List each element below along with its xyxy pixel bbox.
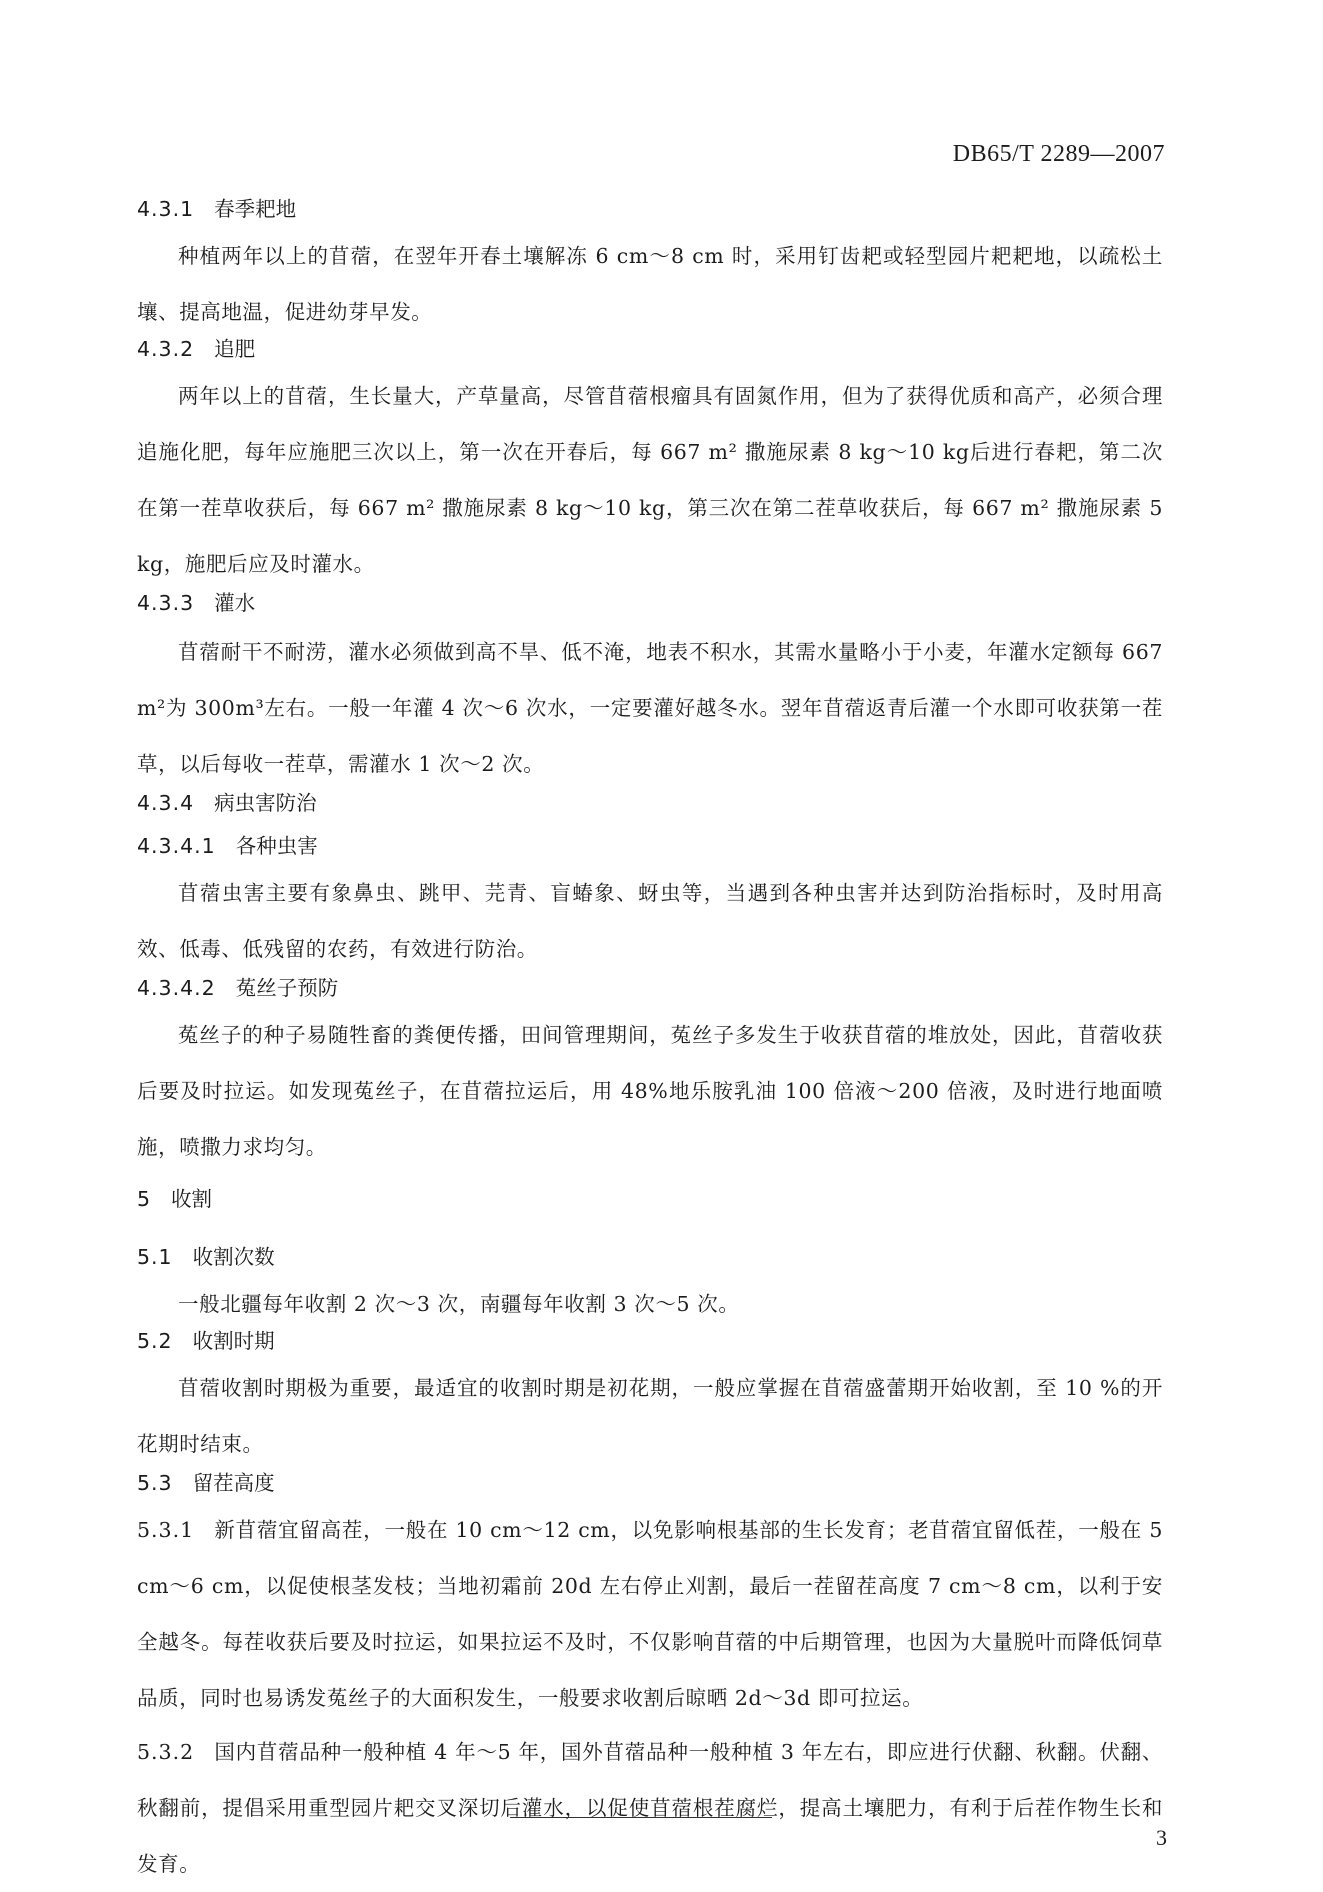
paragraph-4-3-3: 苜蓿耐干不耐涝，灌水必须做到高不旱、低不淹，地表不积水，其需水量略小于小麦，年灌水定额每 667 m²为 300m³左右。一般一年灌 4 次～6 次水，一定要灌好越冬水。翌年苜蓿返青后灌一个水即可收获第一茬草，以后每收一茬草，需灌水 1 次～2 次。 bbox=[137, 640, 1163, 776]
footer-divider bbox=[510, 1817, 772, 1818]
paragraph-4-3-4-1: 苜蓿虫害主要有象鼻虫、跳甲、芫青、盲蝽象、蚜虫等，当遇到各种虫害并达到防治指标时，及时用高效、低毒、低残留的农药，有效进行防治。 bbox=[137, 881, 1163, 961]
heading-4-3-2: 4.3.2 追肥 bbox=[137, 337, 256, 361]
heading-4-3-4-2: 4.3.4.2 菟丝子预防 bbox=[137, 976, 339, 1000]
heading-4-3-4-1: 4.3.4.1 各种虫害 bbox=[137, 834, 318, 858]
heading-4-3-4: 4.3.4 病虫害防治 bbox=[137, 791, 317, 815]
page-number: 3 bbox=[1156, 1825, 1167, 1850]
paragraph-5-2: 苜蓿收割时期极为重要，最适宜的收割时期是初花期，一般应掌握在苜蓿盛蕾期开始收割，至 10 %的开花期时结束。 bbox=[137, 1376, 1163, 1456]
paragraph-4-3-1: 种植两年以上的苜蓿，在翌年开春土壤解冻 6 cm～8 cm 时，采用钉齿耙或轻型园片耙耙地，以疏松土壤、提高地温，促进幼芽早发。 bbox=[137, 244, 1163, 324]
paragraph-5-1: 一般北疆每年收割 2 次～3 次，南疆每年收割 3 次～5 次。 bbox=[178, 1292, 740, 1316]
heading-5-3: 5.3 留茬高度 bbox=[137, 1471, 275, 1495]
heading-5-1: 5.1 收割次数 bbox=[137, 1245, 275, 1269]
standard-code: DB65/T 2289—2007 bbox=[952, 141, 1165, 167]
document-body bbox=[137, 195, 1163, 1892]
paragraph-4-3-2: 两年以上的苜蓿，生长量大，产草量高，尽管苜蓿根瘤具有固氮作用，但为了获得优质和高产，必须合理追施化肥，每年应施肥三次以上，第一次在开春后，每 667 m² 撒施尿素 8 kg～10 kg后进行春耙，第二次在第一茬草收获后，每 667 m² 撒施尿素 8 kg～10 kg，第三次在第二茬草收获后，每 667 m² 撒施尿素 5 kg，施肥后应及时灌水。 bbox=[137, 384, 1163, 576]
paragraph-5-3-1: 5.3.1 新苜蓿宜留高茬，一般在 10 cm～12 cm，以免影响根基部的生长发育；老苜蓿宜留低茬，一般在 5 cm～6 cm，以促使根茎发枝；当地初霜前 20d 左右停止刈割，最后一茬留茬高度 7 cm～8 cm，以利于安全越冬。每茬收获后要及时拉运，如果拉运不及时，不仅影响苜蓿的中后期管理，也因为大量脱叶而降低饲草品质，同时也易诱发菟丝子的大面积发生，一般要求收割后晾晒 2d～3d 即可拉运。 bbox=[137, 1518, 1163, 1710]
heading-4-3-3: 4.3.3 灌水 bbox=[137, 591, 256, 615]
paragraph-4-3-4-2: 菟丝子的种子易随牲畜的粪便传播，田间管理期间，菟丝子多发生于收获苜蓿的堆放处，因此，苜蓿收获后要及时拉运。如发现菟丝子，在苜蓿拉运后，用 48%地乐胺乳油 100 倍液～200 倍液，及时进行地面喷施，喷撒力求均匀。 bbox=[137, 1023, 1163, 1159]
heading-4-3-1: 4.3.1 春季耙地 bbox=[137, 197, 297, 221]
heading-5-2: 5.2 收割时期 bbox=[137, 1329, 275, 1353]
heading-5: 5 收割 bbox=[137, 1187, 213, 1211]
paragraph-5-3-2: 5.3.2 国内苜蓿品种一般种植 4 年～5 年，国外苜蓿品种一般种植 3 年左右，即应进行伏翻、秋翻。伏翻、秋翻前，提倡采用重型园片耙交叉深切后灌水，以促使苜蓿根茬腐烂，提高土壤肥力，有利于后茬作物生长和发育。 bbox=[137, 1740, 1163, 1876]
